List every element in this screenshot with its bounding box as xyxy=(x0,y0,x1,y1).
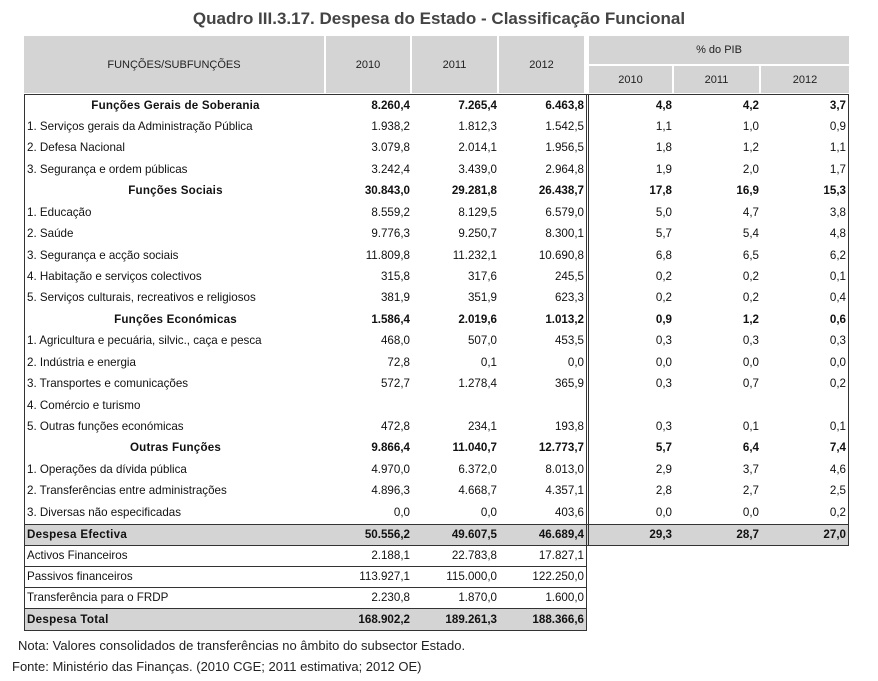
cell-pib-2010: 2,9 xyxy=(655,463,672,476)
cell-2010: 572,7 xyxy=(380,377,410,390)
table-title: Quadro III.3.17. Despesa do Estado - Classificação Funcional xyxy=(192,9,686,28)
cell-2011: 189.261,3 xyxy=(445,613,497,626)
cell-2012: 245,5 xyxy=(554,270,584,283)
cell-pib-2011: 28,7 xyxy=(736,528,759,541)
row-section-sociais xyxy=(0,180,878,201)
row-label: 4. Comércio e turismo xyxy=(27,399,141,412)
row-label: 3. Segurança e ordem públicas xyxy=(27,163,188,176)
cell-pib-2012: 0,9 xyxy=(829,120,846,133)
cell-2011: 2.014,1 xyxy=(458,141,497,154)
row-section-outras xyxy=(0,437,878,458)
row-despesa-efectiva xyxy=(0,524,878,545)
cell-pib-2011: 0,1 xyxy=(742,420,759,433)
table-row xyxy=(0,502,878,523)
row-label: 2. Indústria e energia xyxy=(27,356,136,369)
table-bottom-border xyxy=(24,630,587,631)
cell-2011: 115.000,0 xyxy=(446,570,497,583)
table-row xyxy=(0,223,878,244)
cell-2011: 2.019,6 xyxy=(458,313,497,326)
table-row xyxy=(0,373,878,394)
header-pib-2010: 2010 xyxy=(589,66,672,93)
cell-pib-2010: 1,8 xyxy=(655,141,672,154)
cell-2012: 623,3 xyxy=(554,291,584,304)
row-label: 4. Habitação e serviços colectivos xyxy=(27,270,202,283)
table-row xyxy=(0,330,878,351)
table-row xyxy=(0,159,878,180)
cell-pib-2010: 17,8 xyxy=(649,184,672,197)
cell-pib-2011: 1,2 xyxy=(742,141,759,154)
cell-pib-2012: 3,7 xyxy=(829,99,846,112)
cell-2012: 1.956,5 xyxy=(545,141,584,154)
cell-pib-2011: 0,2 xyxy=(742,291,759,304)
cell-pib-2011: 6,5 xyxy=(742,249,759,262)
row-label: 1. Agricultura e pecuária, silvic., caça e pesca xyxy=(27,334,262,347)
cell-pib-2011: 2,7 xyxy=(742,484,759,497)
cell-2010: 72,8 xyxy=(387,356,410,369)
cell-2011: 11.040,7 xyxy=(452,441,497,454)
header-year-2011: 2011 xyxy=(412,36,497,93)
cell-2012: 1.542,5 xyxy=(545,120,584,133)
row-label: 3. Segurança e acção sociais xyxy=(27,249,179,262)
cell-2011: 1.870,0 xyxy=(458,591,497,604)
cell-2010: 11.809,8 xyxy=(365,249,410,262)
cell-pib-2010: 0,0 xyxy=(655,506,672,519)
table-row xyxy=(0,395,878,416)
cell-2010: 472,8 xyxy=(380,420,410,433)
cell-2010: 468,0 xyxy=(380,334,410,347)
header-pib: % do PIB xyxy=(589,36,849,64)
cell-pib-2011 xyxy=(674,395,759,416)
cell-2010: 3.242,4 xyxy=(371,163,410,176)
cell-2011: 11.232,1 xyxy=(452,249,497,262)
cell-2012: 6.579,0 xyxy=(545,206,584,219)
cell-pib-2010: 0,9 xyxy=(655,313,672,326)
header-year-2012: 2012 xyxy=(499,36,584,93)
cell-pib-2012 xyxy=(761,395,846,416)
cell-2012: 17.827,1 xyxy=(538,549,584,562)
table-row xyxy=(0,480,878,501)
cell-pib-2012: 0,6 xyxy=(829,313,846,326)
row-label: 5. Outras funções económicas xyxy=(27,420,184,433)
cell-2012: 12.773,7 xyxy=(538,441,584,454)
cell-pib-2012: 0,4 xyxy=(829,291,846,304)
cell-2010: 113.927,1 xyxy=(359,570,410,583)
cell-2010: 315,8 xyxy=(380,270,410,283)
cell-pib-2011: 1,2 xyxy=(742,313,759,326)
cell-pib-2012: 0,1 xyxy=(829,270,846,283)
row-label: 3. Diversas não especificadas xyxy=(27,506,182,519)
cell-pib-2011: 0,7 xyxy=(742,377,759,390)
cell-pib-2011: 3,7 xyxy=(742,463,759,476)
cell-pib-2011: 0,0 xyxy=(742,356,759,369)
header-year-2010: 2010 xyxy=(326,36,410,93)
table-row xyxy=(0,416,878,437)
table-row xyxy=(0,566,878,587)
cell-pib-2012: 3,8 xyxy=(829,206,846,219)
cell-2011: 29.281,8 xyxy=(451,184,497,197)
cell-2010: 9.776,3 xyxy=(371,227,410,240)
cell-2011: 234,1 xyxy=(467,420,497,433)
row-label: 1. Educação xyxy=(27,206,92,219)
cell-2012: 193,8 xyxy=(554,420,584,433)
row-section-soberania xyxy=(0,95,878,116)
cell-2012: 453,5 xyxy=(554,334,584,347)
cell-2011: 0,0 xyxy=(480,506,497,519)
cell-pib-2012: 7,4 xyxy=(829,441,846,454)
table-row xyxy=(0,459,878,480)
row-section-economicas xyxy=(0,309,878,330)
cell-pib-2012: 0,1 xyxy=(829,420,846,433)
cell-pib-2010: 0,3 xyxy=(655,334,672,347)
cell-2012: 1.013,2 xyxy=(545,313,584,326)
cell-2012: 122.250,0 xyxy=(532,570,584,583)
cell-2011: 22.783,8 xyxy=(451,549,497,562)
row-label: 5. Serviços culturais, recreativos e religiosos xyxy=(27,291,256,304)
cell-pib-2011: 4,2 xyxy=(742,99,759,112)
cell-pib-2010: 0,0 xyxy=(655,356,672,369)
header-funcoes: FUNÇÕES/SUBFUNÇÕES xyxy=(24,36,324,93)
cell-2010: 168.902,2 xyxy=(358,613,410,626)
row-label: Funções Sociais xyxy=(128,184,223,197)
row-label: 1. Operações da dívida pública xyxy=(27,463,187,476)
cell-2011: 1.278,4 xyxy=(458,377,497,390)
cell-pib-2012: 6,2 xyxy=(829,249,846,262)
cell-pib-2011: 0,0 xyxy=(742,506,759,519)
cell-2011: 0,1 xyxy=(480,356,497,369)
cell-2012: 10.690,8 xyxy=(538,249,584,262)
cell-pib-2010: 0,3 xyxy=(655,420,672,433)
cell-2011: 3.439,0 xyxy=(458,163,497,176)
cell-2010: 2.188,1 xyxy=(371,549,410,562)
cell-pib-2012: 0,2 xyxy=(829,377,846,390)
table-source: Fonte: Ministério das Finanças. (2010 CGE; 2011 estimativa; 2012 OE) xyxy=(12,659,422,674)
cell-2010: 3.079,8 xyxy=(371,141,410,154)
cell-pib-2011: 4,7 xyxy=(742,206,759,219)
cell-2011 xyxy=(412,395,497,416)
cell-2011: 49.607,5 xyxy=(451,528,497,541)
row-despesa-total xyxy=(0,609,878,630)
cell-pib-2012: 4,8 xyxy=(829,227,846,240)
header-pib-2012: 2012 xyxy=(761,66,849,93)
cell-2011: 351,9 xyxy=(467,291,497,304)
cell-pib-2010: 4,8 xyxy=(655,99,672,112)
cell-2010: 50.556,2 xyxy=(364,528,410,541)
cell-2012: 6.463,8 xyxy=(545,99,584,112)
cell-pib-2012: 1,1 xyxy=(829,141,846,154)
cell-2012: 2.964,8 xyxy=(545,163,584,176)
cell-2010: 1.586,4 xyxy=(371,313,410,326)
cell-pib-2010: 0,3 xyxy=(655,377,672,390)
cell-2011: 8.129,5 xyxy=(458,206,497,219)
cell-2011: 9.250,7 xyxy=(458,227,497,240)
cell-pib-2010: 5,7 xyxy=(655,441,672,454)
cell-pib-2012: 27,0 xyxy=(823,528,846,541)
cell-pib-2010: 5,0 xyxy=(655,206,672,219)
cell-pib-2010: 5,7 xyxy=(655,227,672,240)
cell-2012: 8.300,1 xyxy=(545,227,584,240)
header-pib-2011: 2011 xyxy=(674,66,759,93)
row-label: Activos Financeiros xyxy=(27,549,128,562)
cell-pib-2010: 6,8 xyxy=(655,249,672,262)
table-row xyxy=(0,137,878,158)
cell-2012: 26.438,7 xyxy=(538,184,584,197)
table-note: Nota: Valores consolidados de transferências no âmbito do subsector Estado. xyxy=(18,638,466,653)
table-row xyxy=(0,352,878,373)
table-row xyxy=(0,245,878,266)
cell-2010: 4.896,3 xyxy=(371,484,410,497)
cell-2012: 365,9 xyxy=(554,377,584,390)
cell-2011: 7.265,4 xyxy=(458,99,497,112)
row-label: Outras Funções xyxy=(129,441,222,454)
cell-pib-2012: 4,6 xyxy=(829,463,846,476)
row-label: 1. Serviços gerais da Administração Pública xyxy=(27,120,253,133)
cell-2010: 2.230,8 xyxy=(371,591,410,604)
cell-pib-2012: 0,3 xyxy=(829,334,846,347)
cell-2011: 1.812,3 xyxy=(458,120,497,133)
cell-2011: 6.372,0 xyxy=(458,463,497,476)
cell-2012: 0,0 xyxy=(567,356,584,369)
row-label: 3. Transportes e comunicações xyxy=(27,377,189,390)
cell-pib-2012: 0,2 xyxy=(829,506,846,519)
cell-pib-2010: 0,2 xyxy=(655,270,672,283)
table-row xyxy=(0,287,878,308)
row-label: 2. Defesa Nacional xyxy=(27,141,125,154)
cell-2012: 4.357,1 xyxy=(545,484,584,497)
cell-pib-2010: 1,1 xyxy=(655,120,672,133)
cell-2010 xyxy=(326,395,410,416)
table-row xyxy=(0,266,878,287)
row-label: Despesa Total xyxy=(27,613,109,626)
cell-pib-2011: 0,3 xyxy=(742,334,759,347)
cell-pib-2010: 1,9 xyxy=(655,163,672,176)
row-label: Passivos financeiros xyxy=(27,570,133,583)
cell-pib-2012: 0,0 xyxy=(829,356,846,369)
row-label: Despesa Efectiva xyxy=(27,528,128,541)
cell-2010: 381,9 xyxy=(380,291,410,304)
cell-2011: 4.668,7 xyxy=(458,484,497,497)
cell-pib-2011: 16,9 xyxy=(736,184,759,197)
cell-2010: 8.260,4 xyxy=(371,99,410,112)
cell-pib-2011: 6,4 xyxy=(742,441,759,454)
cell-pib-2011: 1,0 xyxy=(742,120,759,133)
table-row xyxy=(0,202,878,223)
cell-2012: 403,6 xyxy=(554,506,584,519)
table-row xyxy=(0,545,878,566)
table-row xyxy=(0,116,878,137)
cell-pib-2011: 5,4 xyxy=(742,227,759,240)
cell-pib-2012: 2,5 xyxy=(829,484,846,497)
cell-2012: 46.689,4 xyxy=(538,528,584,541)
cell-2010: 30.843,0 xyxy=(364,184,410,197)
cell-pib-2010 xyxy=(589,395,672,416)
cell-pib-2010: 29,3 xyxy=(649,528,672,541)
cell-2012: 8.013,0 xyxy=(545,463,584,476)
row-label: Funções Económicas xyxy=(114,313,237,326)
cell-2010: 0,0 xyxy=(393,506,410,519)
cell-2011: 317,6 xyxy=(467,270,497,283)
cell-2012: 188.366,6 xyxy=(532,613,584,626)
row-label: Funções Gerais de Soberania xyxy=(91,99,260,112)
cell-2010: 1.938,2 xyxy=(371,120,410,133)
table-row xyxy=(0,587,878,608)
row-label: Transferência para o FRDP xyxy=(27,591,169,604)
cell-pib-2012: 1,7 xyxy=(829,163,846,176)
cell-2012: 1.600,0 xyxy=(545,591,584,604)
cell-pib-2011: 0,2 xyxy=(742,270,759,283)
cell-2012 xyxy=(499,395,584,416)
cell-pib-2012: 15,3 xyxy=(823,184,846,197)
row-label: 2. Transferências entre administrações xyxy=(27,484,227,497)
cell-2010: 4.970,0 xyxy=(371,463,410,476)
cell-2011: 507,0 xyxy=(467,334,497,347)
cell-2010: 9.866,4 xyxy=(371,441,410,454)
cell-2010: 8.559,2 xyxy=(371,206,410,219)
cell-pib-2010: 2,8 xyxy=(655,484,672,497)
cell-pib-2010: 0,2 xyxy=(655,291,672,304)
row-label: 2. Saúde xyxy=(27,227,74,240)
cell-pib-2011: 2,0 xyxy=(742,163,759,176)
